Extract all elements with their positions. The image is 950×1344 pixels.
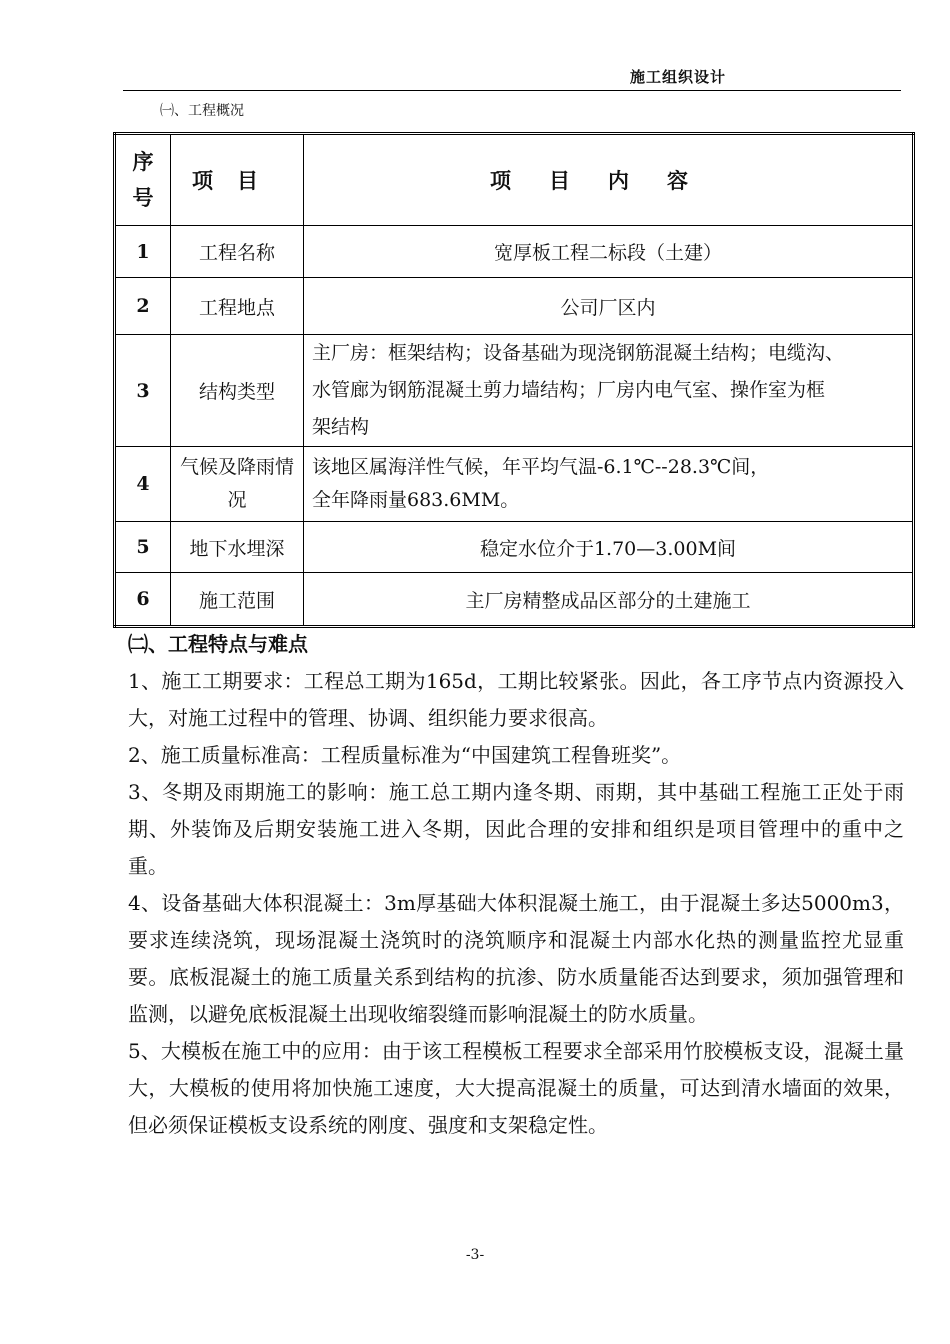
row-content: 宽厚板工程二标段（土建） (304, 226, 914, 278)
row-number: 4 (115, 447, 171, 522)
header-seq-cell (115, 134, 171, 226)
row-content: 主厂房精整成品区部分的土建施工 (304, 573, 914, 627)
row-content-line: 水管廊为钢筋混凝土剪力墙结构；厂房内电气室、操作室为框 (312, 379, 826, 401)
row-content-line: 全年降雨量683.6MM。 (312, 489, 520, 511)
row-item-text: 气候及降雨情况 (180, 456, 295, 511)
table-row (115, 522, 914, 573)
paragraph: 2、施工质量标准高：工程质量标准为“中国建筑工程鲁班奖”。 (128, 743, 682, 767)
paragraph: 4、设备基础大体积混凝土：3m厚基础大体积混凝土施工，由于混凝土多达5000m3，要求连续浇筑，现场混凝土浇筑时的浇筑顺序和混凝土内部水化热的测量监控尤显重要。底板混凝土的施工质量关系到结构的抗渗、防水质量能否达到要求，须加强管理和监测，以避免底板混凝土出现收缩裂缝而影响混凝土的防水质量。 (128, 891, 904, 1026)
row-content-line: 架结构 (312, 416, 370, 438)
row-item (171, 447, 304, 522)
section1-heading: ㈠、工程概况 (160, 103, 244, 119)
header-item-label: 项目 (192, 168, 282, 193)
row-number: 1 (115, 226, 171, 278)
row-item: 施工范围 (171, 573, 304, 627)
row-number: 6 (115, 573, 171, 627)
table-row (115, 573, 914, 627)
table-row (115, 335, 914, 447)
table-row (115, 278, 914, 335)
table-row (115, 447, 914, 522)
header-content-label: 项目内容 (490, 168, 726, 193)
row-content-line: 该地区属海洋性气候，年平均气温-6.1℃--28.3℃间， (312, 456, 770, 478)
row-content: 稳定水位介于1.70—3.00M间 (304, 522, 914, 573)
row-number: 3 (115, 335, 171, 447)
row-content (304, 335, 914, 447)
header-rule (123, 90, 901, 91)
row-item: 结构类型 (171, 335, 304, 447)
header-item-cell (171, 134, 304, 226)
row-item: 地下水埋深 (171, 522, 304, 573)
page-number: -3- (465, 1247, 485, 1263)
project-overview-table (113, 132, 915, 628)
row-number: 5 (115, 522, 171, 573)
row-item: 工程地点 (171, 278, 304, 335)
row-number: 2 (115, 278, 171, 335)
header-content-cell (304, 134, 914, 226)
header-seq-label: 序号 (132, 149, 154, 210)
paragraph: 5、大模板在施工中的应用：由于该工程模板工程要求全部采用竹胶模板支设，混凝土量大，大模板的使用将加快施工速度，大大提高混凝土的质量，可达到清水墙面的效果，但必须保证模板支设系统的刚度、强度和支架稳定性。 (128, 1039, 904, 1137)
paragraph: 3、冬期及雨期施工的影响：施工总工期内逢冬期、雨期，其中基础工程施工正处于雨期、外装饰及后期安装施工进入冬期，因此合理的安排和组织是项目管理中的重中之重。 (128, 780, 904, 878)
row-content (304, 447, 914, 522)
row-content: 公司厂区内 (304, 278, 914, 335)
document-header-title: 施工组织设计 (630, 68, 727, 86)
section2-body (128, 626, 904, 1144)
row-content-line: 主厂房：框架结构；设备基础为现浇钢筋混凝土结构；电缆沟、 (312, 342, 845, 364)
table-header-row (115, 134, 914, 226)
paragraph: 1、施工工期要求：工程总工期为165d，工期比较紧张。因此，各工序节点内资源投入大，对施工过程中的管理、协调、组织能力要求很高。 (128, 669, 904, 730)
section2-heading: ㈡、工程特点与难点 (128, 632, 308, 656)
row-item: 工程名称 (171, 226, 304, 278)
table-row (115, 226, 914, 278)
